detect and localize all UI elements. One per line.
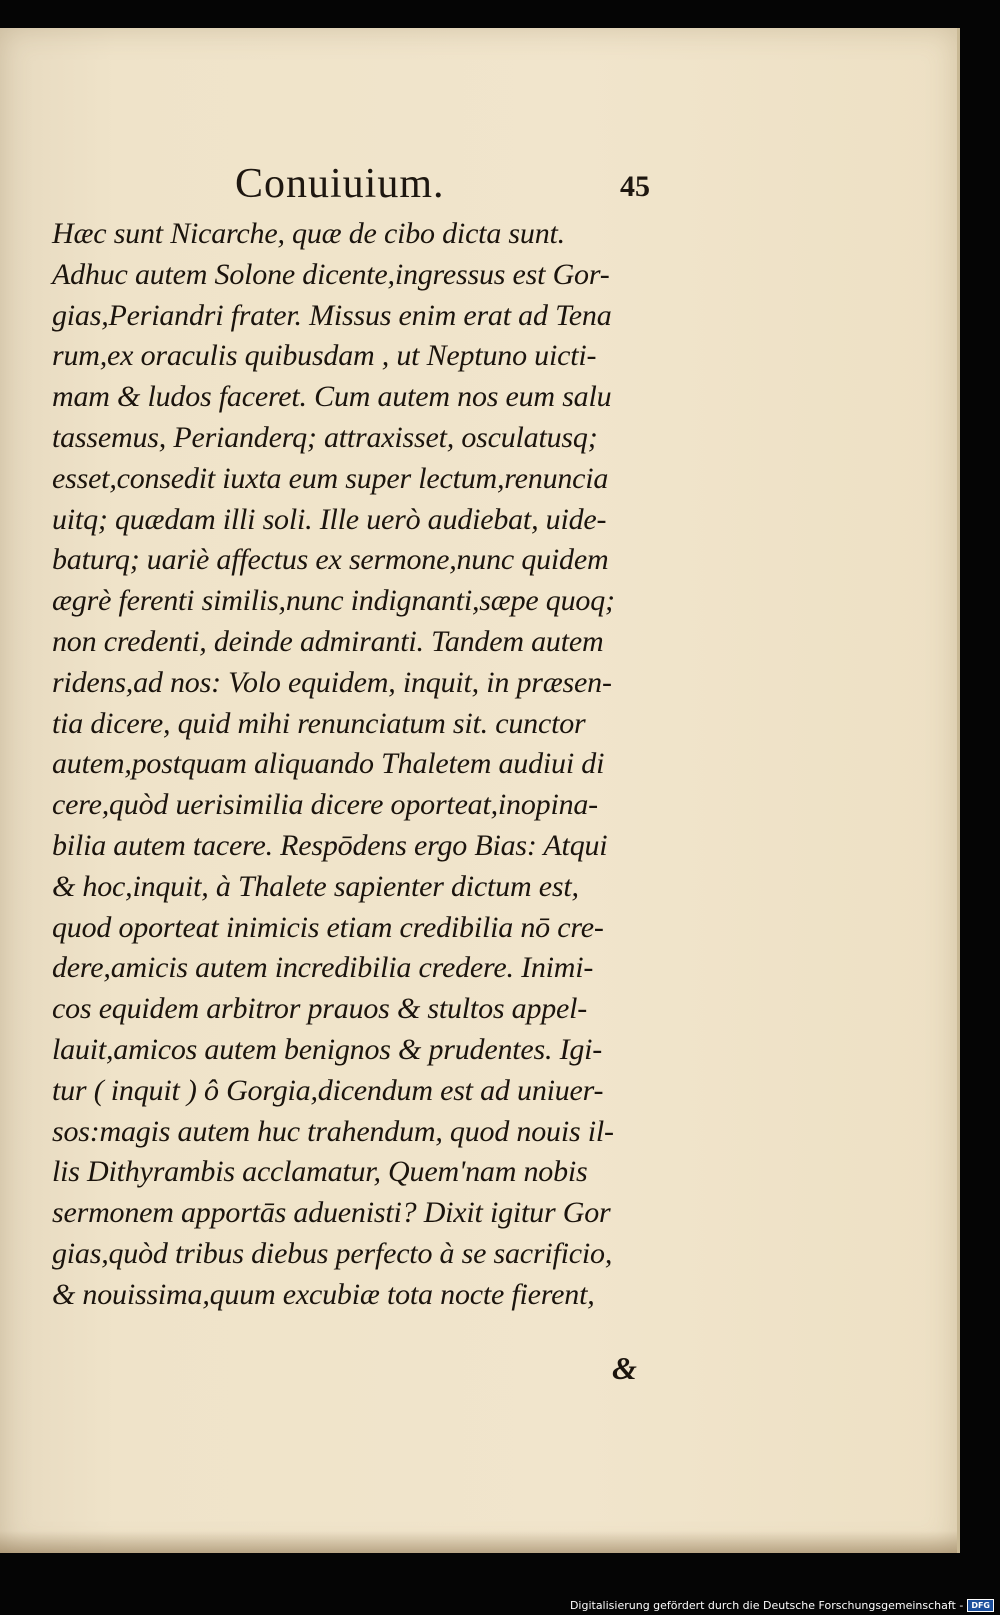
text-line: bilia autem tacere. Respōdens ergo Bias: Atqui [52, 828, 608, 862]
page-header [60, 160, 680, 220]
body-text [52, 214, 682, 1316]
text-line: lauit,amicos autem benignos & prudentes. Igi- [52, 1032, 603, 1066]
text-line: autem,postquam aliquando Thaletem audiui di [52, 747, 605, 781]
text-line: gias,Periandri frater. Missus enim erat ad Tena [52, 298, 612, 332]
text-line: esset,consedit iuxta eum super lectum,renuncia [52, 461, 609, 495]
text-line: sos:magis autem huc trahendum, quod nouis il- [52, 1114, 614, 1148]
text-line: ridens,ad nos: Volo equidem, inquit, in præsen- [52, 665, 612, 699]
text-line: & nouissima,quum excubiæ tota nocte fierent, [52, 1277, 595, 1311]
text-line: gias,quòd tribus diebus perfecto à se sacrificio, [52, 1236, 613, 1270]
text-line: uitq; quædam illi soli. Ille uerò audiebat, uide- [52, 502, 607, 536]
text-line: non credenti, deinde admiranti. Tandem autem [52, 624, 604, 658]
text-line: baturq; uariè affectus ex sermone,nunc quidem [52, 543, 609, 577]
text-line: cos equidem arbitror prauos & stultos appel- [52, 992, 588, 1026]
dfg-logo: DFG [967, 1599, 994, 1612]
text-line: dere,amicis autem incredibilia credere. Inimi- [52, 951, 594, 985]
text-line: quod oporteat inimicis etiam credibilia nō cre- [52, 910, 604, 944]
text-line: rum,ex oraculis quibusdam , ut Neptuno uicti- [52, 339, 597, 373]
book-page [0, 28, 960, 1553]
page-number: 45 [620, 170, 650, 203]
text-line: Hæc sunt Nicarche, quæ de cibo dicta sunt. [52, 217, 565, 250]
text-line: tur ( inquit ) ô Gorgia,dicendum est ad uniuer- [52, 1073, 604, 1107]
running-title: Conuiuium. [235, 161, 445, 207]
text-line: sermonem apportās aduenisti? Dixit igitur Gor [52, 1196, 611, 1230]
text-line: lis Dithyrambis acclamatur, Quem'nam nobis [52, 1155, 588, 1189]
credit-text: Digitalisierung gefördert durch die Deutsche Forschungsgemeinschaft - [569, 1599, 964, 1612]
text-line: cere,quòd uerisimilia dicere oporteat,inopina- [52, 788, 598, 822]
text-line: Adhuc autem Solone dicente,ingressus est Gor- [52, 257, 610, 291]
catchword: & [612, 1350, 637, 1386]
text-line: ægrè ferenti similis,nunc indignanti,sæpe quoq; [52, 584, 615, 618]
text-line: tia dicere, quid mihi renunciatum sit. cunctor [52, 706, 586, 740]
page-edge-shadow [0, 1531, 957, 1553]
text-line: tassemus, Perianderq; attraxisset, osculatusq; [52, 420, 598, 454]
digitization-credit [570, 1599, 994, 1612]
text-line: & hoc,inquit, à Thalete sapienter dictum est, [52, 869, 579, 903]
text-line: mam & ludos faceret. Cum autem nos eum salu [52, 380, 612, 414]
